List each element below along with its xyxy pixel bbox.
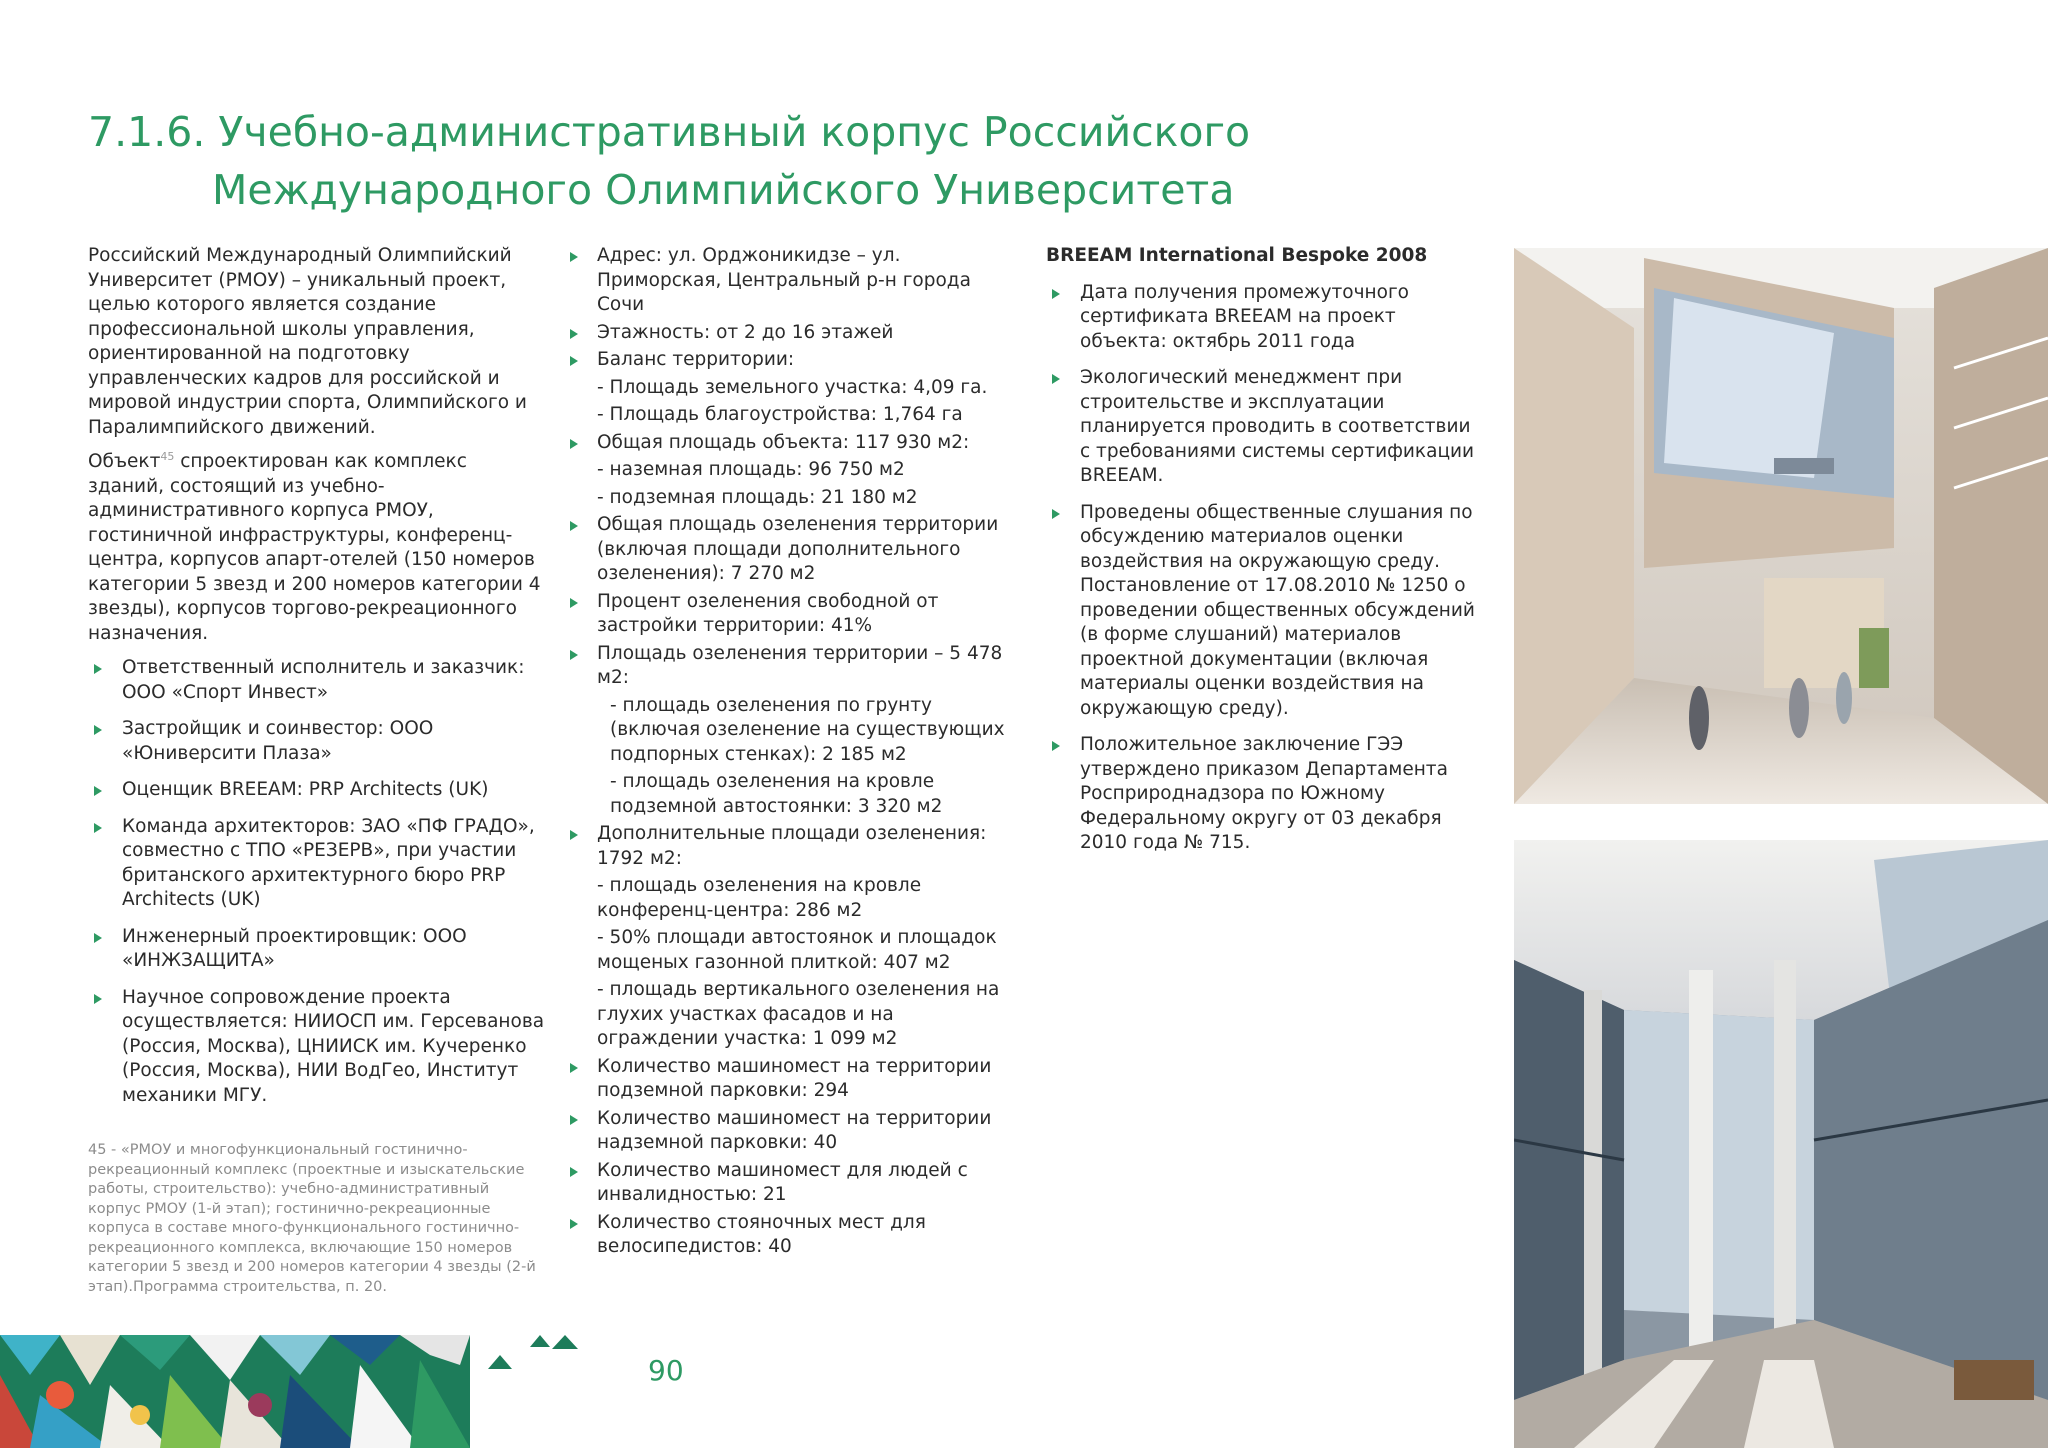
list-item: Научное сопровождение проекта осуществляется: НИИОСП им. Герсеванова (Россия, Москва), ЦНИИСК им. Кучеренко (Россия, Москва), НИИ ВодГео, Институт механики МГУ. bbox=[88, 986, 548, 1109]
sub-item: - площадь озеленения по грунту (включая озеленение на существующих подпорных стенках): 2 185 м2 bbox=[610, 694, 1005, 765]
sub-item: - наземная площадь: 96 750 м2 bbox=[597, 459, 905, 480]
footnote: 45 - «РМОУ и многофункциональный гостинично-рекреационный комплекс (проектные и изыскательские работы, строительство): учебно-административный корпус РМОУ (1-й этап); гостинично-рекреационные корпуса в составе много-функционального гостинично-рекреационного комплекса, включающие 150 номеров категории 5 звезд и 200 номеров категории 4 звезды (2-й этап).Программа строительства, п. 20. bbox=[88, 1142, 536, 1295]
column-middle bbox=[568, 244, 1008, 1263]
list-item: Оценщик BREEAM: PRP Architects (UK) bbox=[88, 778, 548, 803]
list-item: Процент озеленения свободной от застройки территории: 41% bbox=[568, 590, 1008, 639]
list-item: Общая площадь объекта: 117 930 м2: bbox=[568, 431, 1008, 456]
footnote-ref: 45 bbox=[160, 449, 175, 463]
list-item: Баланс территории: bbox=[568, 348, 1008, 373]
sub-item: - площадь вертикального озеленения на глухих участках фасадов и на ограждении участка: 1 099 м2 bbox=[597, 979, 1000, 1049]
page-number: 90 bbox=[648, 1354, 684, 1387]
page-title bbox=[88, 103, 1288, 219]
list-item: Адрес: ул. Орджоникидзе – ул. Приморская, Центральный р-н города Сочи bbox=[568, 244, 1008, 318]
title-line-1: 7.1.6. Учебно-административный корпус Российского bbox=[88, 108, 1251, 157]
sub-item: - 50% площади автостоянок и площадок мощеных газонной плиткой: 407 м2 bbox=[597, 927, 997, 973]
list-item: Ответственный исполнитель и заказчик: ООО «Спорт Инвест» bbox=[88, 656, 548, 705]
list-item: Этажность: от 2 до 16 этажей bbox=[568, 321, 1008, 346]
list-item: Положительное заключение ГЭЭ утверждено приказом Департамента Росприроднадзора по Южному Федеральному округу от 03 декабря 2010 года № 715. bbox=[1046, 733, 1486, 856]
list-item: Дополнительные площади озеленения: 1792 м2: bbox=[568, 822, 1008, 871]
sub-item: - площадь озеленения на кровле конференц-центра: 286 м2 bbox=[597, 875, 922, 921]
title-line-2: Международного Олимпийского Университета bbox=[212, 166, 1235, 215]
decorative-pattern bbox=[0, 1335, 600, 1448]
list-item: Количество машиномест для людей с инвалидностью: 21 bbox=[568, 1159, 1008, 1208]
list-item: Количество машиномест на территории подземной парковки: 294 bbox=[568, 1055, 1008, 1104]
column-left bbox=[88, 244, 548, 1120]
column-right bbox=[1046, 244, 1486, 868]
sub-item: - Площадь благоустройства: 1,764 га bbox=[597, 404, 963, 425]
object-paragraph: Объект$^{45}$ спроектирован как комплекс зданий, состоящий из учебно-административного корпуса РМОУ, гостиничной инфраструктуры, конференц-центра, корпусов апарт-отелей (150 номеров категории 5 звезд и 200 номеров категории 4 звезды), корпусов торгово-рекреационного назначения. bbox=[88, 449, 541, 644]
list-item: Площадь озеленения территории – 5 478 м2: bbox=[568, 642, 1008, 691]
list-item: Дата получения промежуточного сертификата BREEAM на проект объекта: октябрь 2011 года bbox=[1046, 281, 1486, 355]
list-item: Инженерный проектировщик: ООО «ИНЖЗАЩИТА» bbox=[88, 925, 548, 974]
intro-paragraph: Российский Международный Олимпийский Университет (РМОУ) – уникальный проект, целью которого является создание профессиональной школы управления, ориентированной на подготовку управленческих кадров для российской и мировой индустрии спорта, Олимпийского и Паралимпийского движений. bbox=[88, 245, 527, 438]
specs-list bbox=[568, 244, 1008, 373]
glass-atrium-photo bbox=[1514, 840, 2048, 1448]
list-item: Количество стояночных мест для велосипедистов: 40 bbox=[568, 1211, 1008, 1260]
list-item: Проведены общественные слушания по обсуждению материалов оценки воздействия на окружающую среду. Постановление от 17.08.2010 № 1250 о проведении общественных обсуждений (в форме слушаний) материалов проектной документации (включая материалы оценки воздействия на окружающую среду). bbox=[1046, 501, 1486, 722]
list-item: Застройщик и соинвестор: ООО «Юниверсити Плаза» bbox=[88, 717, 548, 766]
list-item: Экологический менеджмент при строительстве и эксплуатации планируется проводить в соответствии с требованиями системы сертификации BREEAM. bbox=[1046, 366, 1486, 489]
atrium-interior-photo bbox=[1514, 248, 2048, 804]
list-item: Команда архитекторов: ЗАО «ПФ ГРАДО», совместно с ТПО «РЕЗЕРВ», при участии британского архитектурного бюро PRP Architects (UK) bbox=[88, 815, 548, 913]
sub-item: - площадь озеленения на кровле подземной автостоянки: 3 320 м2 bbox=[610, 771, 943, 817]
list-item: Количество машиномест на территории надземной парковки: 40 bbox=[568, 1107, 1008, 1156]
sub-item: - подземная площадь: 21 180 м2 bbox=[597, 486, 918, 508]
breeam-heading: BREEAM International Bespoke 2008 bbox=[1046, 245, 1428, 266]
participants-list bbox=[88, 656, 548, 1108]
sub-item: - Площадь земельного участка: 4,09 га. bbox=[597, 376, 988, 398]
list-item: Общая площадь озеленения территории (включая площади дополнительного озеленения): 7 270 м2 bbox=[568, 513, 1008, 587]
breeam-list bbox=[1046, 281, 1486, 856]
